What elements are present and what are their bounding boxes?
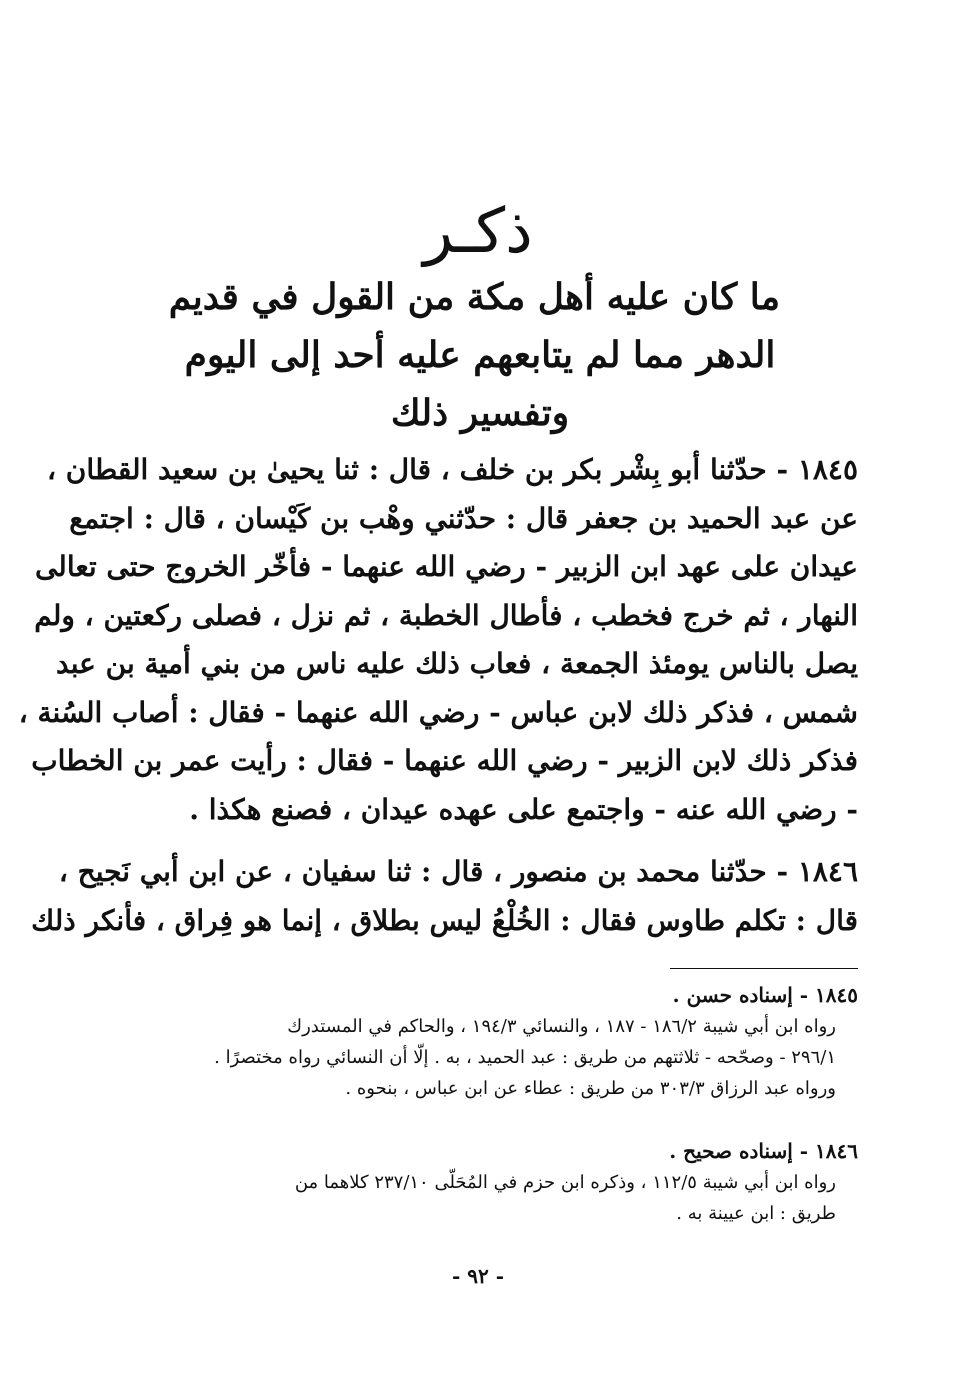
text-line: عن عبد الحميد بن جعفر قال : حدّثني وهْب بن كَيْسان ، قال : اجتمع <box>69 501 858 535</box>
text-line: فذكر ذلك لابن الزبير - رضي الله عنهما - فقال : رأيت عمر بن الخطاب <box>31 744 858 777</box>
chapter-title-line: الدهر مما لم يتابعهم عليه أحد إلى اليوم <box>184 334 776 376</box>
footnote-separator <box>670 968 858 969</box>
text-line: - رضي الله عنه - واجتمع على عهده عيدان ، فصنع هكذا . <box>189 792 858 826</box>
chapter-heading-word: ذكـر <box>423 194 533 267</box>
footnote-line: رواه ابن أبي شيبة ١١٢/٥ ، وذكره ابن حزم في المُحَلّى ٢٣٧/١٠ كلاهما من <box>294 1172 836 1193</box>
chapter-title-line: ما كان عليه أهل مكة من القول في قديم <box>168 276 780 318</box>
hadith-paragraph-1845 <box>18 446 858 834</box>
footnote-line: طريق : ابن عيينة به . <box>676 1203 836 1224</box>
hadith-paragraph-1846 <box>31 848 858 945</box>
text-line: شمس ، فذكر ذلك لابن عباس - رضي الله عنهما - فقال : أصاب السُنة ، <box>18 695 858 729</box>
text-line: ١٨٤٦ - حدّثنا محمد بن منصور ، قال : ثنا سفيان ، عن ابن أبي نَجيح ، <box>58 855 858 888</box>
footnote-line: ورواه عبد الرزاق ٣٠٣/٣ من طريق : عطاء عن ابن عباس ، بنحوه . <box>345 1078 836 1099</box>
footnote-line: ٢٩٦/١ - وصحّحه - ثلاثتهم من طريق : عبد الحميد ، به . إلّا أن النسائي رواه مختصرًا . <box>214 1047 836 1068</box>
page-number: - ٩٢ - <box>451 1264 504 1288</box>
text-line: قال : تكلم طاوس فقال : الخُلْعُ ليس بطلاق ، إنما هو فِراق ، فأنكر ذلك <box>31 903 858 937</box>
footnote-heading: ١٨٤٦ - إسناده صحيح . <box>669 1139 858 1163</box>
text-line: يصل بالناس يومئذ الجمعة ، فعاب ذلك عليه ناس من بني أمية بن عبد <box>56 647 858 680</box>
chapter-title <box>168 268 780 442</box>
text-line: النهار ، ثم خرج فخطب ، فأطال الخطبة ، ثم نزل ، فصلى ركعتين ، ولم <box>34 598 858 632</box>
text-line: عيدان على عهد ابن الزبير - رضي الله عنهما - فأخّر الخروج حتى تعالى <box>34 550 858 583</box>
footnote-heading: ١٨٤٥ - إسناده حسن . <box>672 983 858 1007</box>
footnote-line: رواه ابن أبي شيبة ١٨٦/٢ - ١٨٧ ، والنسائي ١٩٤/٣ ، والحاكم في المستدرك <box>287 1016 836 1037</box>
footnote-1845 <box>96 980 858 1104</box>
footnote-1846 <box>96 1136 858 1229</box>
text-line: ١٨٤٥ - حدّثنا أبو بِشْر بكر بن خلف ، قال : ثنا يحيىٰ بن سعيد القطان ، <box>46 453 858 486</box>
chapter-title-line: وتفسير ذلك <box>390 392 570 434</box>
